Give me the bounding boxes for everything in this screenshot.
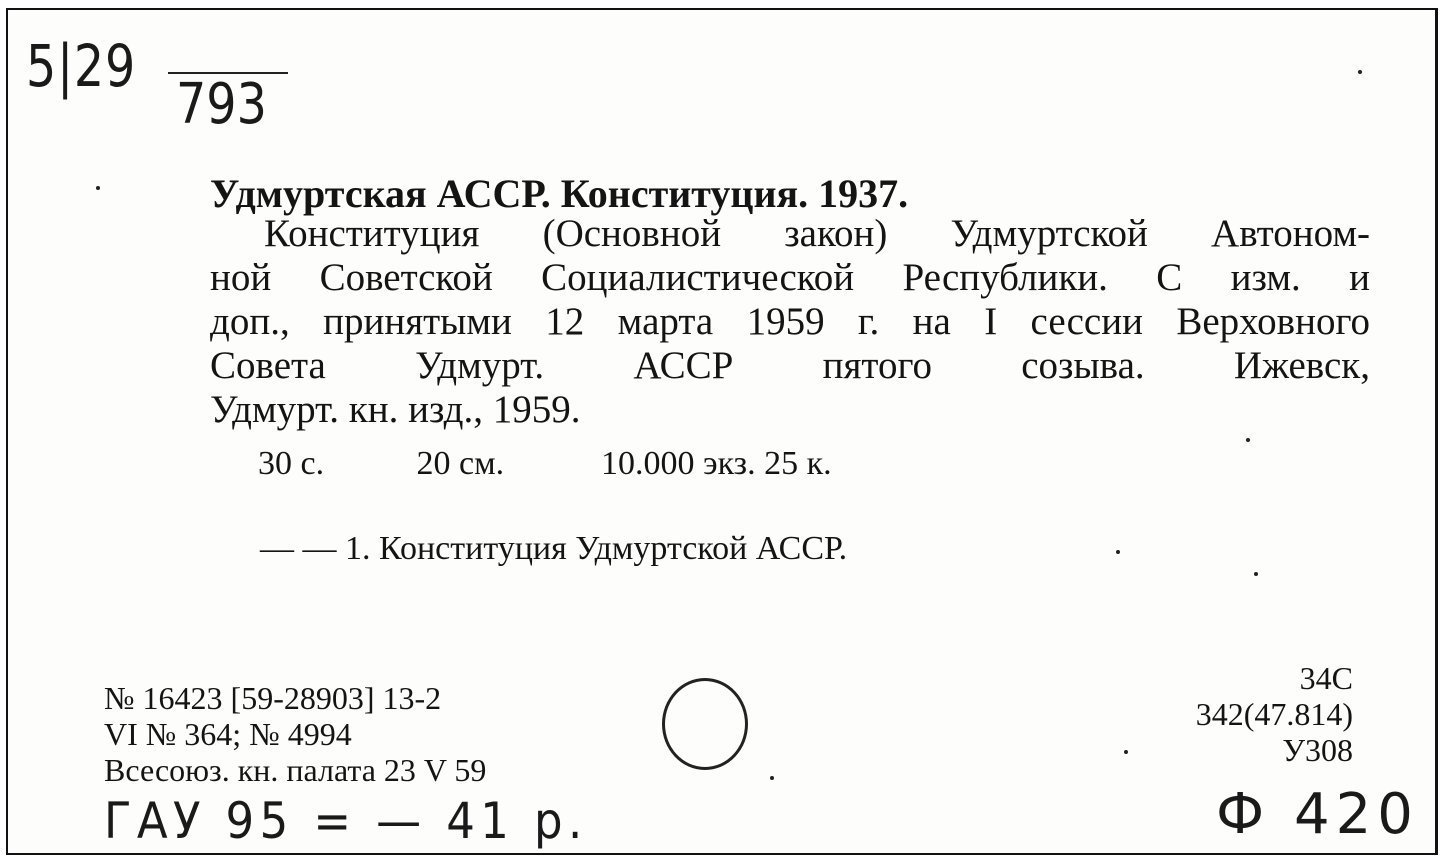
ink-speck — [1246, 438, 1250, 442]
classification-line: 342(47.814) — [1195, 696, 1353, 732]
registration-line: Всесоюз. кн. палата 23 V 59 — [104, 752, 487, 788]
collation — [258, 445, 832, 483]
classification-line: 34С — [1299, 660, 1353, 696]
ink-speck — [1124, 750, 1128, 754]
entry-heading: Удмуртская АССР. Конституция. 1937. — [210, 171, 909, 216]
description-line: Удмурт. кн. изд., 1959. — [210, 388, 581, 431]
description-line: Конституция (Основной закон) Удмуртской Автоном- — [264, 212, 1370, 255]
catalog-card — [6, 8, 1438, 855]
classification-block — [1196, 660, 1353, 768]
collation-copies-price: 10.000 экз. 25 к. — [601, 445, 832, 482]
collation-pages: 30 с. — [258, 445, 325, 482]
description-line: доп., принятыми 12 марта 1959 г. на I сессии Верховного — [210, 300, 1370, 343]
classification-line: У308 — [1282, 732, 1353, 768]
ink-speck — [1116, 550, 1120, 554]
collation-size: 20 см. — [416, 445, 505, 482]
shelfmark: 5|29 — [26, 32, 137, 100]
ink-speck — [770, 776, 774, 780]
subject-entry: — — 1. Конституция Удмуртской АССР. — [260, 530, 848, 567]
entry-description — [210, 212, 1370, 432]
shelfmark-sub: 793 — [176, 72, 267, 137]
ink-speck — [1254, 572, 1258, 576]
description-line: ной Советской Социалистической Республики. С изм. и — [210, 256, 1370, 299]
registration-line: VI № 364; № 4994 — [104, 716, 352, 752]
registration-block — [104, 680, 486, 788]
handwritten-note-right: Ф 420 — [1216, 782, 1419, 847]
ink-speck — [96, 186, 100, 190]
ink-speck — [1358, 70, 1362, 74]
stamp-circle — [662, 678, 748, 770]
handwritten-note-left: ГАУ 95 = — 41 р. — [104, 792, 588, 850]
registration-line: № 16423 [59-28903] 13-2 — [104, 680, 442, 716]
description-line: Совета Удмурт. АССР пятого созыва. Ижевск, — [210, 344, 1370, 387]
